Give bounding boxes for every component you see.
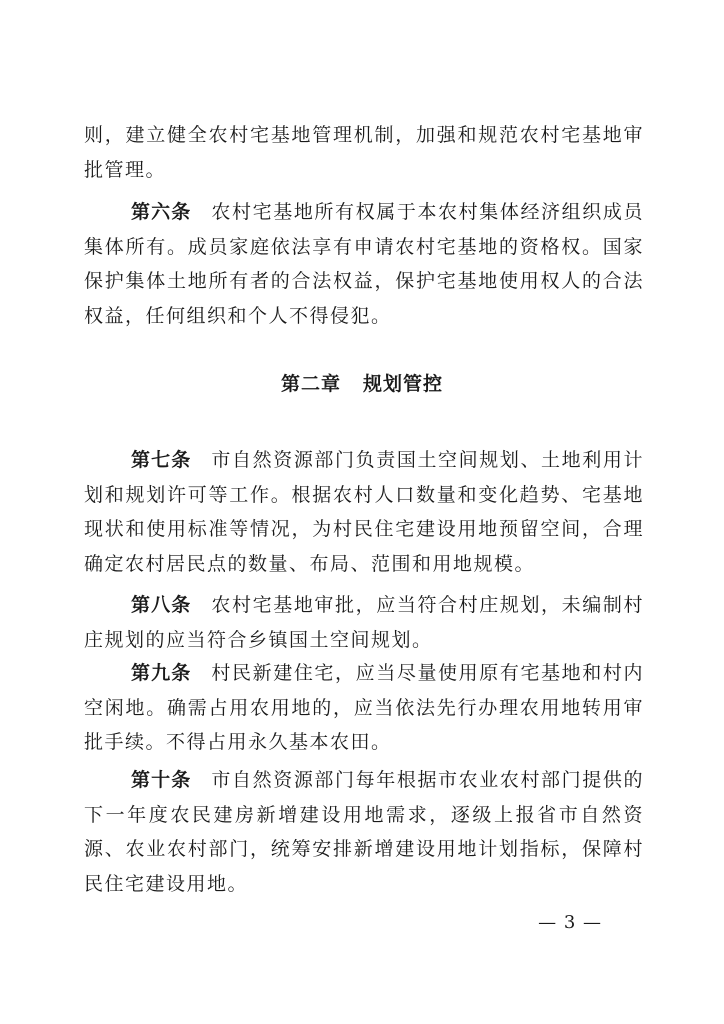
continuation-text: 则，建立健全农村宅基地管理机制，加强和规范农村宅基地审批管理。 (84, 124, 644, 181)
article-8-text: 农村宅基地审批，应当符合村庄规划，未编制村庄规划的应当符合乡镇国土空间规划。 (84, 594, 644, 651)
article-6 (84, 195, 644, 333)
article-9-text: 村民新建住宅，应当尽量使用原有宅基地和村内空闲地。确需占用农用地的，应当依法先行办理农用地转用审批手续。不得占用永久基本农田。 (84, 662, 644, 754)
article-6-label: 第六条 (131, 201, 192, 223)
article-10-label: 第十条 (131, 769, 192, 791)
article-10 (84, 763, 644, 901)
article-8-label: 第八条 (131, 594, 192, 616)
chapter-heading (0, 369, 724, 396)
chapter-title: 规划管控 (363, 373, 444, 395)
article-7 (84, 443, 644, 581)
article-9-label: 第九条 (131, 662, 192, 684)
continuation-paragraph (84, 118, 644, 187)
article-6-text: 农村宅基地所有权属于本农村集体经济组织成员集体所有。成员家庭依法享有申请农村宅基地的资格权。国家保护集体土地所有者的合法权益，保护宅基地使用权人的合法权益，任何组织和个人不得侵犯。 (84, 201, 644, 327)
article-7-label: 第七条 (131, 449, 192, 471)
page-number: — 3 — (538, 912, 602, 933)
article-8 (84, 588, 644, 657)
chapter-number: 第二章 (280, 373, 341, 395)
article-10-text: 市自然资源部门每年根据市农业农村部门提供的下一年度农民建房新增建设用地需求，逐级上报省市自然资源、农业农村部门，统筹安排新增建设用地计划指标，保障村民住宅建设用地。 (84, 769, 644, 895)
article-7-text: 市自然资源部门负责国土空间规划、土地利用计划和规划许可等工作。根据农村人口数量和变化趋势、宅基地现状和使用标准等情况，为村民住宅建设用地预留空间，合理确定农村居民点的数量、布局、范围和用地规模。 (84, 449, 644, 575)
article-9 (84, 656, 644, 760)
